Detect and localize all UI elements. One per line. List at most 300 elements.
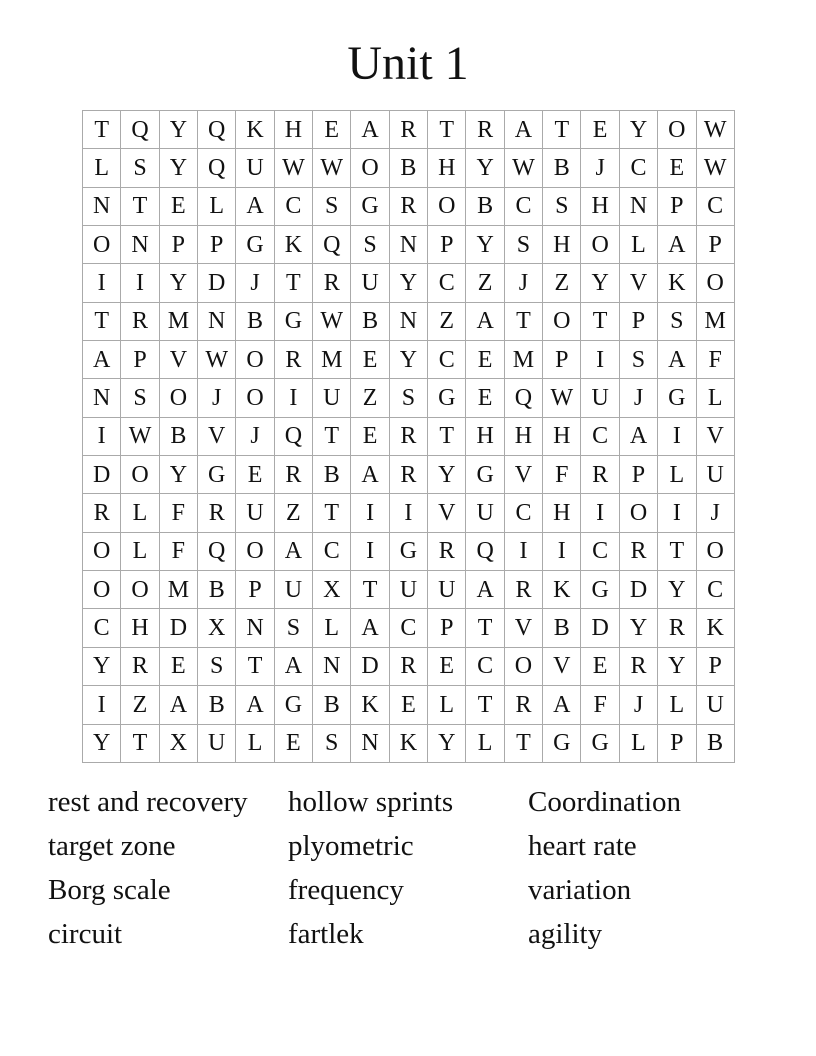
grid-cell[interactable]: A (504, 111, 542, 149)
grid-cell[interactable]: N (619, 187, 657, 225)
grid-cell[interactable]: G (466, 456, 504, 494)
grid-cell[interactable]: L (121, 494, 159, 532)
grid-cell[interactable]: Y (389, 341, 427, 379)
grid-cell[interactable]: T (121, 724, 159, 762)
grid-cell[interactable]: Y (658, 647, 696, 685)
grid-cell[interactable]: I (581, 341, 619, 379)
grid-cell[interactable]: P (658, 724, 696, 762)
grid-cell[interactable]: Q (504, 379, 542, 417)
grid-cell[interactable]: W (696, 111, 734, 149)
grid-cell[interactable]: F (581, 686, 619, 724)
grid-cell[interactable]: T (428, 111, 466, 149)
grid-cell[interactable]: C (581, 417, 619, 455)
grid-cell[interactable]: P (198, 226, 236, 264)
grid-cell[interactable]: S (658, 302, 696, 340)
grid-cell[interactable]: R (121, 647, 159, 685)
grid-cell[interactable]: S (313, 724, 351, 762)
grid-cell[interactable]: D (351, 647, 389, 685)
grid-cell[interactable]: W (543, 379, 581, 417)
grid-cell[interactable]: V (504, 456, 542, 494)
grid-cell[interactable]: U (428, 571, 466, 609)
grid-cell[interactable]: U (313, 379, 351, 417)
grid-cell[interactable]: G (351, 187, 389, 225)
grid-cell[interactable]: Q (121, 111, 159, 149)
grid-cell[interactable]: Y (159, 264, 197, 302)
grid-cell[interactable]: C (504, 494, 542, 532)
grid-cell[interactable]: E (389, 686, 427, 724)
grid-cell[interactable]: B (198, 686, 236, 724)
grid-cell[interactable]: R (83, 494, 121, 532)
grid-cell[interactable]: D (581, 609, 619, 647)
grid-cell[interactable]: F (159, 494, 197, 532)
grid-cell[interactable]: H (466, 417, 504, 455)
grid-cell[interactable]: E (274, 724, 312, 762)
grid-cell[interactable]: C (696, 571, 734, 609)
grid-cell[interactable]: P (658, 187, 696, 225)
grid-cell[interactable]: T (504, 302, 542, 340)
grid-cell[interactable]: M (696, 302, 734, 340)
grid-cell[interactable]: N (121, 226, 159, 264)
grid-cell[interactable]: S (389, 379, 427, 417)
grid-cell[interactable]: T (466, 686, 504, 724)
grid-cell[interactable]: N (83, 187, 121, 225)
grid-cell[interactable]: E (581, 111, 619, 149)
grid-cell[interactable]: E (466, 379, 504, 417)
grid-cell[interactable]: L (466, 724, 504, 762)
grid-cell[interactable]: G (274, 302, 312, 340)
grid-row (83, 187, 735, 225)
grid-cell[interactable]: T (543, 111, 581, 149)
grid-cell[interactable]: R (504, 686, 542, 724)
grid-cell[interactable]: K (696, 609, 734, 647)
grid-cell[interactable]: O (696, 532, 734, 570)
grid-cell[interactable]: O (121, 456, 159, 494)
grid-cell[interactable]: U (696, 686, 734, 724)
grid-cell[interactable]: E (351, 341, 389, 379)
grid-cell[interactable]: I (504, 532, 542, 570)
grid-cell[interactable]: W (313, 149, 351, 187)
grid-cell[interactable]: H (121, 609, 159, 647)
grid-cell[interactable]: L (121, 532, 159, 570)
grid-cell[interactable]: H (504, 417, 542, 455)
grid-cell[interactable]: R (389, 111, 427, 149)
grid-cell[interactable]: C (619, 149, 657, 187)
page-title: Unit 1 (347, 37, 469, 90)
grid-cell[interactable]: H (581, 187, 619, 225)
grid-cell[interactable]: L (619, 226, 657, 264)
grid-cell[interactable]: L (313, 609, 351, 647)
grid-cell[interactable]: A (236, 686, 274, 724)
grid-cell[interactable]: N (313, 647, 351, 685)
grid-cell[interactable]: T (121, 187, 159, 225)
word-list-item: variation (528, 874, 632, 906)
grid-cell[interactable]: N (198, 302, 236, 340)
grid-cell[interactable]: D (198, 264, 236, 302)
grid-cell[interactable]: K (543, 571, 581, 609)
grid-cell[interactable]: S (198, 647, 236, 685)
grid-cell[interactable]: P (619, 456, 657, 494)
grid-cell[interactable]: G (274, 686, 312, 724)
grid-cell[interactable]: Y (159, 149, 197, 187)
grid-cell[interactable]: T (466, 609, 504, 647)
grid-cell[interactable]: O (619, 494, 657, 532)
grid-cell[interactable]: A (543, 686, 581, 724)
grid-cell[interactable]: V (543, 647, 581, 685)
grid-cell[interactable]: X (159, 724, 197, 762)
grid-cell[interactable]: T (313, 417, 351, 455)
grid-cell[interactable]: S (121, 149, 159, 187)
grid-cell[interactable]: E (658, 149, 696, 187)
grid-cell[interactable]: B (159, 417, 197, 455)
grid-cell[interactable]: T (658, 532, 696, 570)
grid-cell[interactable]: R (428, 532, 466, 570)
grid-cell[interactable]: S (543, 187, 581, 225)
grid-cell[interactable]: A (351, 609, 389, 647)
grid-cell[interactable]: Q (198, 532, 236, 570)
grid-cell[interactable]: B (198, 571, 236, 609)
grid-cell[interactable]: B (543, 149, 581, 187)
grid-row (83, 302, 735, 340)
grid-cell[interactable]: Q (198, 149, 236, 187)
grid-cell[interactable]: Z (428, 302, 466, 340)
grid-cell[interactable]: G (198, 456, 236, 494)
grid-cell[interactable]: X (313, 571, 351, 609)
grid-cell[interactable]: C (274, 187, 312, 225)
grid-row (83, 494, 735, 532)
grid-cell[interactable]: Y (619, 609, 657, 647)
grid-cell[interactable]: L (198, 187, 236, 225)
grid-cell[interactable]: I (351, 532, 389, 570)
grid-cell[interactable]: J (504, 264, 542, 302)
grid-cell[interactable]: A (658, 341, 696, 379)
grid-cell[interactable]: P (543, 341, 581, 379)
grid-cell[interactable]: T (313, 494, 351, 532)
grid-cell[interactable]: J (619, 686, 657, 724)
grid-cell[interactable]: U (274, 571, 312, 609)
grid-cell[interactable]: U (389, 571, 427, 609)
grid-cell[interactable]: O (658, 111, 696, 149)
grid-cell[interactable]: M (504, 341, 542, 379)
grid-cell[interactable]: D (83, 456, 121, 494)
grid-cell[interactable]: R (658, 609, 696, 647)
grid-cell[interactable]: A (274, 647, 312, 685)
grid-cell[interactable]: R (121, 302, 159, 340)
grid-cell[interactable]: N (236, 609, 274, 647)
grid-cell[interactable]: I (83, 686, 121, 724)
grid-cell[interactable]: S (121, 379, 159, 417)
grid-cell[interactable]: V (619, 264, 657, 302)
grid-cell[interactable]: G (236, 226, 274, 264)
grid-cell[interactable]: R (389, 187, 427, 225)
grid-cell[interactable]: X (198, 609, 236, 647)
grid-cell[interactable]: K (389, 724, 427, 762)
grid-cell[interactable]: O (121, 571, 159, 609)
grid-cell[interactable]: U (696, 456, 734, 494)
grid-cell[interactable]: V (159, 341, 197, 379)
grid-cell[interactable]: Y (466, 149, 504, 187)
grid-cell[interactable]: B (313, 456, 351, 494)
grid-cell[interactable]: G (581, 571, 619, 609)
grid-cell[interactable]: A (466, 302, 504, 340)
grid-cell[interactable]: V (198, 417, 236, 455)
grid-cell[interactable]: L (658, 686, 696, 724)
grid-cell[interactable]: H (543, 417, 581, 455)
grid-cell[interactable]: L (658, 456, 696, 494)
grid-cell[interactable]: R (198, 494, 236, 532)
grid-cell[interactable]: T (428, 417, 466, 455)
grid-cell[interactable]: I (581, 494, 619, 532)
grid-cell[interactable]: T (351, 571, 389, 609)
grid-cell[interactable]: U (351, 264, 389, 302)
grid-cell[interactable]: C (389, 609, 427, 647)
grid-cell[interactable]: H (543, 226, 581, 264)
grid-cell[interactable]: Y (428, 456, 466, 494)
grid-cell[interactable]: K (236, 111, 274, 149)
grid-cell[interactable]: Y (159, 456, 197, 494)
grid-cell[interactable]: R (581, 456, 619, 494)
grid-cell[interactable]: O (696, 264, 734, 302)
grid-cell[interactable]: O (236, 341, 274, 379)
grid-cell[interactable]: O (581, 226, 619, 264)
grid-cell[interactable]: P (696, 647, 734, 685)
grid-cell[interactable]: C (428, 341, 466, 379)
grid-cell[interactable]: C (466, 647, 504, 685)
grid-cell[interactable]: L (696, 379, 734, 417)
word-search-grid (82, 110, 735, 763)
grid-cell[interactable]: S (274, 609, 312, 647)
word-list-item: rest and recovery (48, 786, 248, 818)
grid-cell[interactable]: M (159, 571, 197, 609)
grid-cell[interactable]: O (428, 187, 466, 225)
grid-cell[interactable]: B (696, 724, 734, 762)
grid-cell[interactable]: G (581, 724, 619, 762)
grid-cell[interactable]: E (236, 456, 274, 494)
grid-cell[interactable]: Y (581, 264, 619, 302)
grid-cell[interactable]: E (351, 417, 389, 455)
grid-cell[interactable]: O (236, 379, 274, 417)
grid-cell[interactable]: G (428, 379, 466, 417)
grid-cell[interactable]: R (274, 456, 312, 494)
grid-cell[interactable]: T (274, 264, 312, 302)
grid-cell[interactable]: C (428, 264, 466, 302)
grid-cell[interactable]: Y (658, 571, 696, 609)
grid-cell[interactable]: C (581, 532, 619, 570)
word-list-item: heart rate (528, 830, 637, 862)
grid-cell[interactable]: Q (313, 226, 351, 264)
grid-cell[interactable]: A (466, 571, 504, 609)
grid-cell[interactable]: E (428, 647, 466, 685)
grid-cell[interactable]: C (504, 187, 542, 225)
grid-cell[interactable]: G (389, 532, 427, 570)
grid-cell[interactable]: A (351, 111, 389, 149)
grid-cell[interactable]: W (504, 149, 542, 187)
grid-cell[interactable]: U (198, 724, 236, 762)
grid-cell[interactable]: K (658, 264, 696, 302)
grid-cell[interactable]: J (236, 417, 274, 455)
grid-cell[interactable]: P (428, 609, 466, 647)
grid-cell[interactable]: N (351, 724, 389, 762)
grid-cell[interactable]: I (389, 494, 427, 532)
grid-cell[interactable]: J (581, 149, 619, 187)
grid-cell[interactable]: Q (198, 111, 236, 149)
grid-cell[interactable]: S (351, 226, 389, 264)
grid-cell[interactable]: Z (121, 686, 159, 724)
grid-cell[interactable]: I (83, 417, 121, 455)
grid-cell[interactable]: W (121, 417, 159, 455)
grid-cell[interactable]: R (389, 417, 427, 455)
grid-cell[interactable]: Z (543, 264, 581, 302)
grid-cell[interactable]: A (274, 532, 312, 570)
grid-cell[interactable]: K (351, 686, 389, 724)
grid-cell[interactable]: R (619, 647, 657, 685)
grid-cell[interactable]: A (159, 686, 197, 724)
grid-cell[interactable]: Z (466, 264, 504, 302)
grid-cell[interactable]: I (658, 417, 696, 455)
grid-cell[interactable]: W (274, 149, 312, 187)
grid-cell[interactable]: H (543, 494, 581, 532)
grid-cell[interactable]: G (658, 379, 696, 417)
grid-cell[interactable]: O (236, 532, 274, 570)
grid-cell[interactable]: I (121, 264, 159, 302)
grid-cell[interactable]: R (466, 111, 504, 149)
grid-cell[interactable]: I (543, 532, 581, 570)
grid-cell[interactable]: J (236, 264, 274, 302)
grid-cell[interactable]: R (389, 456, 427, 494)
grid-cell[interactable]: D (619, 571, 657, 609)
grid-cell[interactable]: Z (274, 494, 312, 532)
grid-cell[interactable]: U (236, 149, 274, 187)
grid-cell[interactable]: B (236, 302, 274, 340)
grid-cell[interactable]: D (159, 609, 197, 647)
grid-cell[interactable]: J (198, 379, 236, 417)
grid-cell[interactable]: E (466, 341, 504, 379)
grid-cell[interactable]: A (619, 417, 657, 455)
grid-cell[interactable]: O (83, 571, 121, 609)
grid-cell[interactable]: R (389, 647, 427, 685)
grid-cell[interactable]: S (504, 226, 542, 264)
grid-cell[interactable]: M (159, 302, 197, 340)
grid-cell[interactable]: E (159, 647, 197, 685)
grid-cell[interactable]: J (696, 494, 734, 532)
grid-cell[interactable]: W (696, 149, 734, 187)
grid-cell[interactable]: B (351, 302, 389, 340)
grid-cell[interactable]: R (313, 264, 351, 302)
grid-cell[interactable]: P (236, 571, 274, 609)
grid-cell[interactable]: F (543, 456, 581, 494)
grid-cell[interactable]: Y (83, 647, 121, 685)
grid-cell[interactable]: V (696, 417, 734, 455)
grid-cell[interactable]: Y (159, 111, 197, 149)
grid-cell[interactable]: O (351, 149, 389, 187)
grid-cell[interactable]: C (83, 609, 121, 647)
grid-cell[interactable]: U (466, 494, 504, 532)
grid-cell[interactable]: V (428, 494, 466, 532)
grid-cell[interactable]: I (274, 379, 312, 417)
grid-cell[interactable]: O (83, 532, 121, 570)
grid-cell[interactable]: B (313, 686, 351, 724)
grid-cell[interactable]: F (696, 341, 734, 379)
grid-row (83, 647, 735, 685)
grid-cell[interactable]: W (313, 302, 351, 340)
grid-cell[interactable]: W (198, 341, 236, 379)
grid-cell[interactable]: Z (351, 379, 389, 417)
grid-cell[interactable]: N (389, 226, 427, 264)
grid-cell[interactable]: E (313, 111, 351, 149)
grid-cell[interactable]: N (83, 379, 121, 417)
grid-cell[interactable]: T (83, 111, 121, 149)
grid-cell[interactable]: L (236, 724, 274, 762)
grid-cell[interactable]: H (274, 111, 312, 149)
grid-cell[interactable]: U (236, 494, 274, 532)
grid-cell[interactable]: Y (466, 226, 504, 264)
grid-cell[interactable]: V (504, 609, 542, 647)
grid-cell[interactable]: O (83, 226, 121, 264)
grid-cell[interactable]: Y (428, 724, 466, 762)
grid-cell[interactable]: A (658, 226, 696, 264)
grid-cell[interactable]: T (504, 724, 542, 762)
grid-row (83, 226, 735, 264)
grid-cell[interactable]: B (466, 187, 504, 225)
grid-cell[interactable]: A (83, 341, 121, 379)
grid-cell[interactable]: B (389, 149, 427, 187)
grid-cell[interactable]: C (313, 532, 351, 570)
grid-cell[interactable]: T (83, 302, 121, 340)
grid-cell[interactable]: U (581, 379, 619, 417)
grid-cell[interactable]: T (581, 302, 619, 340)
grid-cell[interactable]: P (159, 226, 197, 264)
grid-cell[interactable]: Q (274, 417, 312, 455)
grid-cell[interactable]: R (504, 571, 542, 609)
grid-cell[interactable]: P (121, 341, 159, 379)
grid-cell[interactable]: N (389, 302, 427, 340)
grid-cell[interactable]: S (619, 341, 657, 379)
grid-cell[interactable]: P (428, 226, 466, 264)
grid-cell[interactable]: T (236, 647, 274, 685)
grid-cell[interactable]: H (428, 149, 466, 187)
grid-cell[interactable]: Y (389, 264, 427, 302)
grid-cell[interactable]: S (313, 187, 351, 225)
grid-cell[interactable]: I (351, 494, 389, 532)
grid-cell[interactable]: L (428, 686, 466, 724)
grid-cell[interactable]: P (619, 302, 657, 340)
grid-cell[interactable]: O (504, 647, 542, 685)
grid-cell[interactable]: Q (466, 532, 504, 570)
grid-cell[interactable]: G (543, 724, 581, 762)
grid-cell[interactable]: Y (619, 111, 657, 149)
grid-cell[interactable]: L (83, 149, 121, 187)
grid-cell[interactable]: L (619, 724, 657, 762)
grid-cell[interactable]: Y (83, 724, 121, 762)
grid-cell[interactable]: O (543, 302, 581, 340)
grid-cell[interactable]: C (696, 187, 734, 225)
grid-cell[interactable]: F (159, 532, 197, 570)
grid-cell[interactable]: J (619, 379, 657, 417)
grid-cell[interactable]: I (83, 264, 121, 302)
grid-cell[interactable]: K (274, 226, 312, 264)
grid-cell[interactable]: E (581, 647, 619, 685)
grid-cell[interactable]: A (351, 456, 389, 494)
grid-row (83, 264, 735, 302)
grid-cell[interactable]: R (274, 341, 312, 379)
grid-cell[interactable]: A (236, 187, 274, 225)
grid-cell[interactable]: I (658, 494, 696, 532)
grid-cell[interactable]: R (619, 532, 657, 570)
grid-cell[interactable]: B (543, 609, 581, 647)
grid-cell[interactable]: E (159, 187, 197, 225)
grid-cell[interactable]: M (313, 341, 351, 379)
grid-cell[interactable]: P (696, 226, 734, 264)
grid-cell[interactable]: O (159, 379, 197, 417)
